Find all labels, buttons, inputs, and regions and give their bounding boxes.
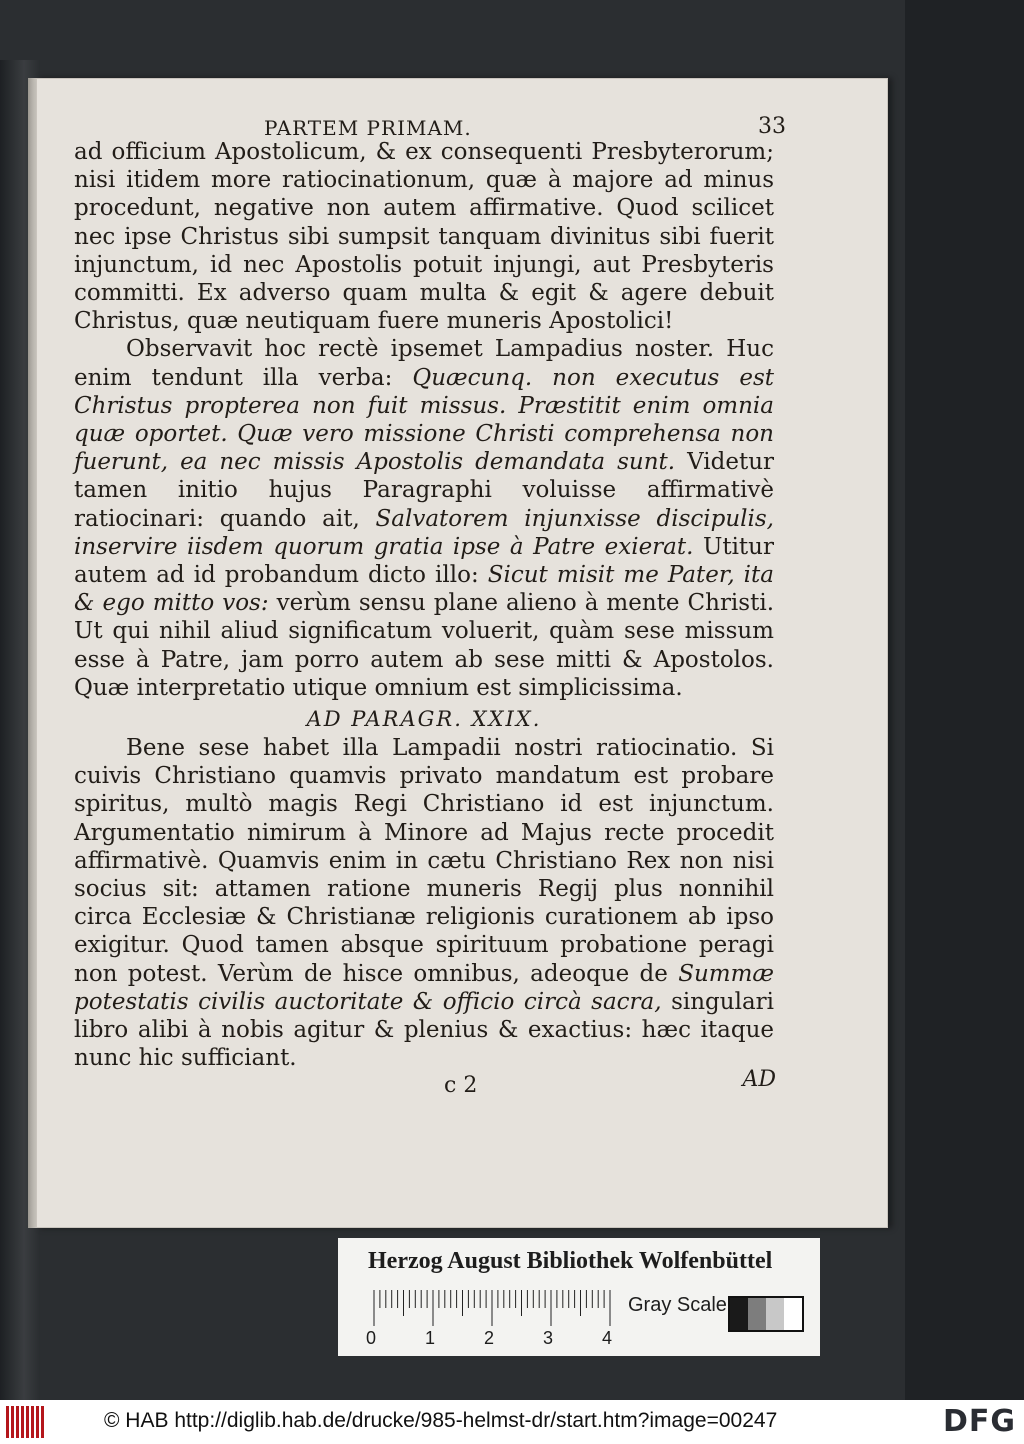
para3-text-b: singulari libro alibi à nobis agitur & plenius & exactius: hæc itaque nunc hic sufficiant.	[74, 988, 775, 1072]
page-number: 33	[758, 114, 786, 139]
running-head	[74, 108, 786, 140]
para3-text-a: Bene sese habet illa Lampadii nostri ratiocinatio. Si cuivis Christiano quamvis privato mandatum est probare spiritus, multò magis Regi Christiano id est injunctum. Argumentatio nimirum à Minore ad Majus recte procedit affirmativè. Quamvis enim in cætu Christiano Rex non nisi socius sit: attamen ratione muneris Regij plus nonnihil circa Ecclesiæ & Christianæ religionis curationem ab ipso exigitur. Quod tamen absque spirituum probatione peragi non potest. Verùm de hisce omnibus, adeoque de	[74, 735, 774, 987]
running-head-title: PARTEM PRIMAM.	[264, 116, 472, 140]
ruler-number: 3	[543, 1328, 554, 1348]
gray-scale-label: Gray Scale	[628, 1294, 727, 1316]
paragraph-1: ad officium Apostolicum, & ex consequenti Presbyterorum; nisi itidem more ratiocinationum, quæ à majore ad minus procedunt, negative non autem affirmative. Quod scilicet nec ipse Christus sibi sumpsit tanquam divinitus sibi fuerit injunctum, id nec Apostolis potuit injungi, aut Presbyteris committi. Ex adverso quam multa & egit & agere debuit Christus, quæ neutiquam fuere muneris Apostolici!	[74, 139, 774, 335]
footer-bar	[0, 1400, 1024, 1444]
ruler-scale	[372, 1290, 612, 1330]
body-text	[74, 138, 774, 1073]
ruler-number: 1	[425, 1328, 436, 1348]
section-heading: AD PARAGR. XXIX.	[306, 707, 542, 732]
paragraph-3	[74, 734, 774, 1072]
signature-mark: c 2	[444, 1072, 478, 1098]
ruler-number: 4	[602, 1328, 613, 1348]
copyright-link[interactable]: © HAB http://diglib.hab.de/drucke/985-helmst-dr/start.htm?image=00247	[104, 1409, 778, 1432]
gray-scale-swatch	[728, 1296, 804, 1332]
ruler-number: 2	[484, 1328, 495, 1348]
para2-quote-1: Quæcunq. non executus est Christus propterea non fuit missus. Præstitit enim omnia quæ oportet. Quæ vero missione Christi comprehensa non fuerunt, ea nec missis Apostolis demandata sunt.	[74, 364, 774, 476]
swatch-black	[730, 1298, 748, 1330]
book-page	[36, 78, 888, 1228]
para2-quote-2: Salvatorem injunxisse discipulis, inservire iisdem quorum gratia ipse à Patre exierat.	[74, 505, 774, 560]
page-foot	[74, 1066, 776, 1103]
para2-text-c: Utitur autem ad id probandum dicto illo:	[74, 533, 774, 589]
para2-quote-3: Sicut misit me Pater, ita & ego mitto vos:	[74, 562, 774, 617]
ruler-number: 0	[366, 1328, 377, 1348]
library-color-card	[338, 1238, 820, 1356]
library-name: Herzog August Bibliothek Wolfenbüttel	[368, 1248, 773, 1274]
background-right	[905, 0, 1024, 1400]
dfg-logo: DFG	[942, 1404, 1016, 1439]
para2-text-d: verùm sensu plane alieno à mente Christi. Ut qui nihil aliud significatum voluerit, quàm sese missum esse à Patre, jam porro autem ab sese mitti & Apostolos. Quæ interpretatio utique omnium est simplicissima.	[74, 590, 775, 701]
swatch-dark-gray	[748, 1298, 766, 1330]
swatch-white	[784, 1298, 802, 1330]
paragraph-2	[74, 335, 774, 702]
swatch-light-gray	[766, 1298, 784, 1330]
page-content	[74, 108, 786, 1103]
para2-text-a: Observavit hoc rectè ipsemet Lampadius noster. Huc enim tendunt illa verba:	[74, 336, 774, 391]
para3-quote: Summæ potestatis civilis auctoritate & officio circà sacra,	[74, 960, 775, 1015]
para2-text-b: Videtur tamen initio hujus Paragraphi voluisse affirmativè ratiocinari: quando ait,	[74, 449, 775, 532]
catchword: AD	[742, 1066, 776, 1092]
hab-logo-icon	[6, 1406, 46, 1438]
